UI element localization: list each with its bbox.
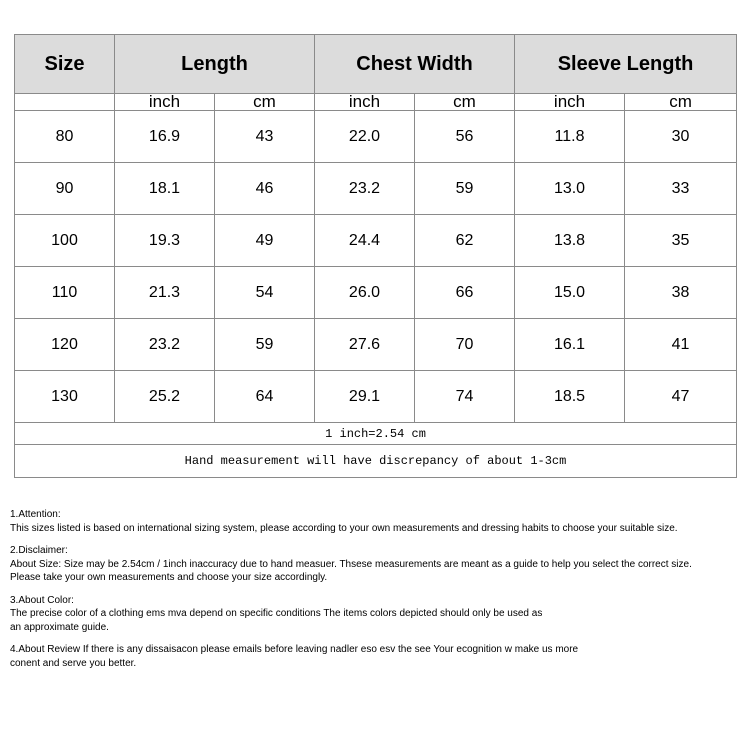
length-header: Length xyxy=(115,35,315,94)
note-line: 2.Disclaimer: xyxy=(10,545,68,556)
conversion-note: 1 inch=2.54 cm xyxy=(15,423,737,445)
table-row xyxy=(15,267,737,319)
cell-chest-in: 24.4 xyxy=(315,215,415,267)
cell-size: 110 xyxy=(15,267,115,319)
cell-chest-in: 23.2 xyxy=(315,163,415,215)
unit-cm: cm xyxy=(215,94,315,111)
note-line: 4.About Review If there is any dissaisacon please emails before leaving nadler eso esv the see Your ecognition w make us more xyxy=(10,644,579,655)
cell-sleeve-in: 18.5 xyxy=(515,371,625,423)
cell-length-in: 23.2 xyxy=(115,319,215,371)
note-line: Please take your own measurements and choose your size accordingly. xyxy=(10,572,328,583)
cell-size: 80 xyxy=(15,111,115,163)
cell-sleeve-in: 13.0 xyxy=(515,163,625,215)
size-header: Size xyxy=(15,35,115,94)
conversion-row xyxy=(15,423,737,445)
unit-blank xyxy=(15,94,115,111)
cell-chest-in: 22.0 xyxy=(315,111,415,163)
cell-length-in: 19.3 xyxy=(115,215,215,267)
chest-width-header: Chest Width xyxy=(315,35,515,94)
cell-size: 120 xyxy=(15,319,115,371)
cell-chest-cm: 74 xyxy=(415,371,515,423)
cell-chest-in: 26.0 xyxy=(315,267,415,319)
cell-sleeve-cm: 41 xyxy=(625,319,737,371)
discrepancy-row xyxy=(15,445,737,478)
cell-sleeve-in: 13.8 xyxy=(515,215,625,267)
cell-sleeve-in: 16.1 xyxy=(515,319,625,371)
cell-sleeve-cm: 47 xyxy=(625,371,737,423)
cell-length-cm: 46 xyxy=(215,163,315,215)
note-line: About Size: Size may be 2.54cm / 1inch inaccuracy due to hand measuer. Thsese measurements are meant as a guide to help you select the correct size. xyxy=(10,558,692,570)
cell-chest-cm: 70 xyxy=(415,319,515,371)
cell-length-in: 18.1 xyxy=(115,163,215,215)
cell-chest-cm: 59 xyxy=(415,163,515,215)
unit-row xyxy=(15,94,737,111)
sleeve-length-header: Sleeve Length xyxy=(515,35,737,94)
cell-size: 100 xyxy=(15,215,115,267)
cell-sleeve-cm: 33 xyxy=(625,163,737,215)
cell-chest-cm: 56 xyxy=(415,111,515,163)
cell-chest-cm: 62 xyxy=(415,215,515,267)
cell-length-in: 25.2 xyxy=(115,371,215,423)
cell-length-cm: 49 xyxy=(215,215,315,267)
note-paragraph xyxy=(10,544,740,585)
cell-chest-cm: 66 xyxy=(415,267,515,319)
note-line: The precise color of a clothing ems mva depend on specific conditions The items colors depicted should only be used as xyxy=(10,608,543,619)
unit-inch: inch xyxy=(315,94,415,111)
cell-chest-in: 27.6 xyxy=(315,319,415,371)
table-row xyxy=(15,111,737,163)
discrepancy-note: Hand measurement will have discrepancy of about 1-3cm xyxy=(15,445,737,478)
unit-inch: inch xyxy=(115,94,215,111)
cell-length-in: 16.9 xyxy=(115,111,215,163)
unit-cm: cm xyxy=(625,94,737,111)
note-line: conent and serve you better. xyxy=(10,657,137,669)
cell-length-in: 21.3 xyxy=(115,267,215,319)
cell-length-cm: 64 xyxy=(215,371,315,423)
table-row xyxy=(15,371,737,423)
cell-sleeve-in: 11.8 xyxy=(515,111,625,163)
note-line: an approximate guide. xyxy=(10,621,109,633)
cell-size: 130 xyxy=(15,371,115,423)
table-row xyxy=(15,319,737,371)
cell-sleeve-in: 15.0 xyxy=(515,267,625,319)
cell-length-cm: 59 xyxy=(215,319,315,371)
note-paragraph xyxy=(10,643,740,670)
table-row xyxy=(15,163,737,215)
note-line: This sizes listed is based on international sizing system, please according to your own measurements and dressing habits to choose your suitable size. xyxy=(10,522,678,534)
notes-section xyxy=(10,508,740,679)
unit-cm: cm xyxy=(415,94,515,111)
cell-sleeve-cm: 35 xyxy=(625,215,737,267)
header-row xyxy=(15,35,737,94)
table-row xyxy=(15,215,737,267)
note-paragraph xyxy=(10,594,740,635)
cell-length-cm: 54 xyxy=(215,267,315,319)
cell-size: 90 xyxy=(15,163,115,215)
unit-inch: inch xyxy=(515,94,625,111)
size-chart xyxy=(14,34,736,478)
note-paragraph xyxy=(10,508,740,535)
cell-chest-in: 29.1 xyxy=(315,371,415,423)
cell-length-cm: 43 xyxy=(215,111,315,163)
cell-sleeve-cm: 30 xyxy=(625,111,737,163)
size-table xyxy=(14,34,737,478)
cell-sleeve-cm: 38 xyxy=(625,267,737,319)
note-line: 3.About Color: xyxy=(10,594,74,606)
note-line: 1.Attention: xyxy=(10,509,61,520)
